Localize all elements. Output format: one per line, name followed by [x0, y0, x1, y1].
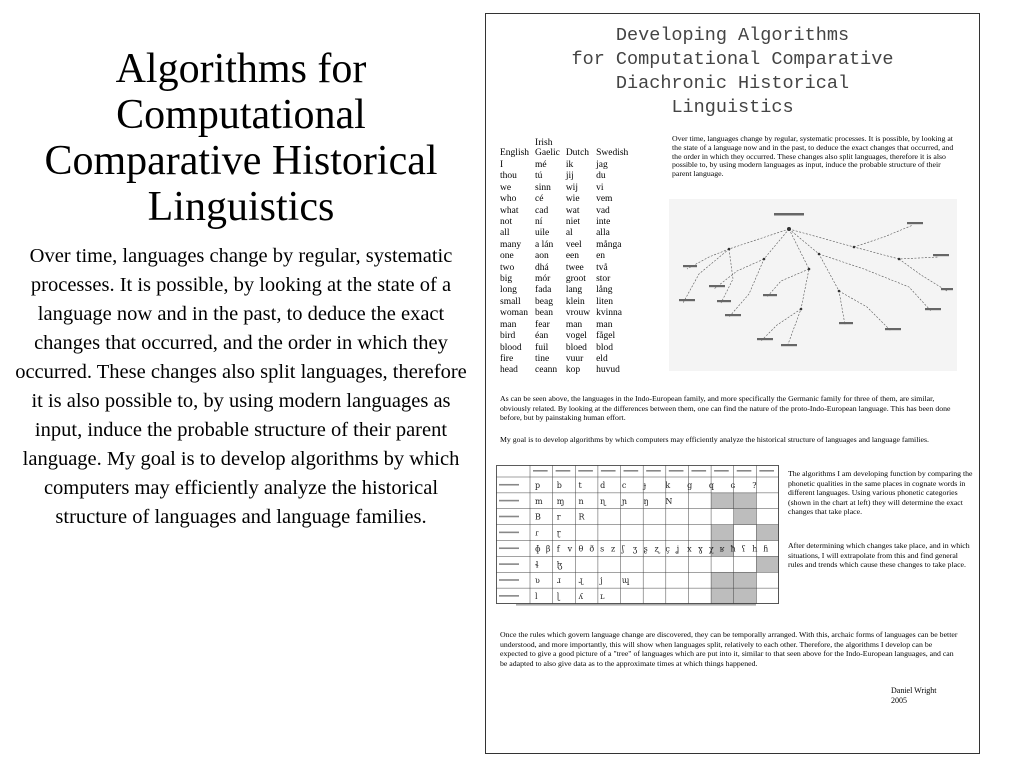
word-table-cell: stor: [596, 274, 611, 285]
phonetic-symbol: ɬ: [535, 560, 539, 570]
word-table-header: Swedish: [596, 148, 629, 158]
word-table-cell: mé: [535, 160, 547, 170]
word-table-row: [500, 206, 634, 217]
word-table-row: [500, 354, 634, 365]
phonetic-symbol: q: [708, 480, 714, 490]
word-table-cell: sinn: [535, 182, 551, 193]
word-table-row: [500, 171, 634, 182]
phonetic-symbol: g: [687, 480, 693, 490]
word-table-cell: twee: [565, 262, 584, 273]
word-table-cell: een: [565, 251, 579, 262]
phonetic-symbol: p: [535, 480, 541, 490]
phonetic-symbol: B: [535, 512, 541, 522]
word-table-cell: vem: [596, 194, 613, 205]
phonetic-symbol: N: [665, 496, 673, 506]
word-table-cell: blood: [500, 342, 522, 353]
word-table-cell: wat: [565, 205, 580, 216]
phonetic-symbol: ɸ: [535, 544, 541, 554]
word-table-header: English: [500, 148, 530, 158]
phonetic-chart: [496, 465, 779, 604]
word-table-header-row: [500, 138, 634, 160]
word-table-cell: vad: [596, 205, 610, 216]
word-table-cell: vuur: [565, 353, 584, 364]
word-table-cell: wij: [565, 182, 578, 193]
word-table-cell: head: [500, 365, 518, 376]
phonetic-symbol: ʂ: [643, 544, 648, 554]
phonetic-symbol: ɢ: [730, 480, 736, 490]
word-table-cell: en: [596, 251, 606, 262]
phonetic-symbol: ʒ: [632, 544, 638, 554]
word-table-cell: veel: [565, 239, 582, 250]
slide-title: Algorithms for Computational Comparative Historical Linguistics: [44, 46, 438, 230]
word-table-cell: we: [500, 182, 512, 193]
phonetic-symbol: t: [578, 480, 582, 490]
phonetic-symbol: ɳ: [600, 496, 606, 506]
word-table-row: [500, 274, 634, 285]
word-table-cell: blod: [596, 342, 613, 353]
word-table-cell: long: [500, 285, 517, 296]
word-table-row: [500, 331, 634, 342]
word-table-row: [500, 308, 634, 319]
phonetic-symbol: ʁ: [719, 544, 725, 554]
phonetic-symbol: ɟ: [643, 480, 647, 490]
word-table-cell: inte: [596, 217, 611, 228]
word-table-cell: man: [596, 319, 613, 330]
phonetic-symbol: ɽ: [556, 528, 561, 538]
word-table-cell: jag: [596, 160, 608, 170]
phonetic-symbol: ŋ: [643, 496, 649, 506]
word-table-cell: alla: [596, 228, 610, 239]
word-table-cell: two: [500, 262, 515, 273]
word-table-cell: beag: [535, 296, 553, 307]
word-table-row: [500, 251, 634, 262]
phonetic-symbol: ɹ: [556, 576, 561, 586]
algorithm-paragraph: The algorithms I am developing function by comparing the phonetic qualities in the same places in cognate words in different languages. Using various phonetic categories (shown in the chart at left) they will determine the exact changes that take place.: [788, 469, 973, 517]
phonetic-symbol: ʋ: [535, 576, 540, 586]
word-table-cell: bird: [500, 331, 516, 342]
word-table-cell: vrouw: [565, 308, 591, 319]
word-table-row: [500, 183, 634, 194]
word-table-cell: liten: [596, 296, 613, 307]
word-table-cell: ik: [565, 160, 574, 170]
word-table-cell: éan: [535, 331, 549, 342]
word-table-row: [500, 217, 634, 228]
word-table-cell: one: [500, 251, 514, 262]
word-table-row: [500, 320, 634, 331]
word-table-cell: cad: [535, 205, 549, 216]
word-table-row: [500, 228, 634, 239]
phonetic-symbol: s: [600, 544, 605, 554]
word-table-cell: dhá: [535, 262, 549, 273]
word-table-cell: fågel: [596, 331, 616, 342]
word-table-cell: all: [500, 228, 510, 239]
rules-paragraph: Once the rules which govern language change are discovered, they can be temporally arranged. With this, archaic forms of languages can be better understood, and more importantly, this will show when languages split, relatively to each other. Therefore, the algorithms I develop can be expected to give a good picture of a "tree" of languages which are put into it, similar to that seen above for the Indo-European languages, and can be adapted to also give data as to the approximate times at which things happened.: [500, 630, 958, 668]
word-table-cell: who: [500, 194, 517, 205]
phonetic-symbol: ?: [752, 480, 757, 490]
word-table-cell: cé: [535, 194, 544, 205]
extrapolation-paragraph: After determining which changes take place, and in which situations, I will extrapolate from this and find general rules and trends which cause these changes to take place.: [788, 541, 970, 570]
phonetic-symbol: b: [556, 480, 562, 490]
phonetic-symbol: ʐ: [654, 544, 660, 554]
phonetic-symbol: m: [535, 496, 543, 506]
phonetic-symbol: ʎ: [578, 592, 583, 602]
phonetic-symbol: ɣ: [697, 544, 703, 554]
word-table-cell: groot: [565, 274, 586, 285]
word-table-cell: mór: [535, 274, 551, 285]
poster-title: Developing Algorithms for Computational Comparative Diachronic Historical Linguistics: [571, 25, 894, 118]
author-name: Daniel Wright: [891, 686, 937, 695]
word-table-cell: lång: [596, 285, 613, 296]
word-table-cell: fire: [500, 353, 514, 364]
phonetic-symbol: d: [600, 480, 606, 490]
phonetic-symbol: χ: [708, 544, 714, 554]
word-table-cell: what: [500, 205, 519, 216]
phonetic-symbol: β: [545, 544, 551, 554]
phonetic-symbol: ʝ: [676, 544, 680, 554]
phonetic-symbol: ç: [665, 544, 670, 554]
phonetic-symbol: x: [687, 544, 692, 554]
word-table-cell: al: [565, 228, 573, 239]
word-table-cell: niet: [565, 217, 581, 228]
word-table-cell: bloed: [565, 342, 587, 353]
word-table-header: Dutch: [565, 148, 590, 158]
word-table-cell: många: [596, 239, 622, 250]
phonetic-symbol: ʃ: [621, 544, 625, 554]
word-table-row: [500, 297, 634, 308]
word-table-header: Irish Gaelic: [535, 138, 560, 158]
phonetic-symbol: z: [611, 544, 616, 554]
phonetic-symbol: k: [665, 480, 671, 490]
word-table-cell: many: [500, 239, 522, 250]
word-table-cell: aon: [535, 251, 549, 262]
word-table-cell: vi: [596, 182, 604, 193]
phonetic-symbol: j: [600, 576, 603, 586]
word-table-row: [500, 240, 634, 251]
phonetic-symbol: R: [578, 512, 585, 522]
poster-image: [485, 13, 980, 754]
author-block: [891, 686, 937, 706]
phonetic-symbol: ɮ: [556, 560, 563, 570]
word-table-cell: I: [500, 160, 504, 170]
word-table-cell: a lán: [535, 239, 554, 250]
word-table-cell: tú: [535, 171, 543, 182]
phonetic-symbol: ʟ: [600, 592, 605, 602]
word-table-cell: thou: [500, 171, 517, 182]
word-table-cell: uile: [535, 228, 550, 239]
word-table-row: [500, 160, 634, 171]
word-table-cell: woman: [500, 308, 528, 319]
cognate-word-table: [500, 138, 634, 377]
family-paragraph: As can be seen above, the languages in the Indo-European family, and more specifically the Germanic family for three of them, are similar, obviously related. By looking at the differences between them, one can find the nature of the proto-Indo-European language. This has been done before, but by painstaking human effort.: [500, 394, 951, 422]
poster-intro-text: Over time, languages change by regular, systematic processes. It is possible, by looking at the state of a language now and in the past, to deduce the exact changes that occurred, and the order in which they occurred. These changes also split languages, therefore it is also possible to, by using modern languages as input, induce the probable structure of their parent language.: [672, 134, 954, 179]
word-table-cell: big: [500, 274, 513, 285]
word-table-cell: ceann: [535, 365, 558, 376]
word-table-row: [500, 343, 634, 354]
word-table-body: [500, 160, 634, 377]
word-table-cell: man: [500, 319, 517, 330]
word-table-cell: lang: [565, 285, 583, 296]
language-family-tree-diagram: [669, 199, 957, 371]
phonetic-symbol: h: [752, 544, 758, 554]
word-table-cell: ní: [535, 217, 543, 228]
word-table-cell: jij: [565, 171, 574, 182]
slide-body-text: Over time, languages change by regular, systematic processes. It is possible, by looking at the state of a language now and in the past, to deduce the exact changes that occurred, and the order in which they occurred. These changes also split languages, therefore it is also possible to, by using modern languages as input, induce the probable structure of their parent language. My goal is to develop algorithms by which computers may efficiently analyze the historical structure of languages and language families.: [15, 245, 467, 528]
phonetic-symbol: ɰ: [621, 576, 630, 586]
phonetic-symbol: ɦ: [763, 544, 769, 554]
slide-text-column: [8, 40, 474, 532]
phonetic-symbol: ɲ: [621, 496, 628, 506]
word-table-row: [500, 365, 634, 376]
phonetic-symbol: f: [556, 544, 560, 554]
word-table-cell: fear: [535, 319, 550, 330]
phonetic-symbol: ɾ: [535, 528, 539, 538]
word-table-cell: eld: [596, 353, 608, 364]
phonetic-symbol: ɱ: [556, 496, 565, 506]
word-table-cell: huvud: [596, 365, 620, 376]
phonetic-symbol: θ: [578, 544, 584, 554]
phonetic-symbol: c: [621, 480, 627, 490]
phonetic-chart-caption: [496, 602, 779, 608]
word-table-cell: fada: [535, 285, 552, 296]
word-table-row: [500, 263, 634, 274]
phonetic-symbol: r: [556, 512, 561, 522]
phonetic-symbol: ɭ: [556, 592, 560, 602]
word-table-cell: kvinna: [596, 308, 622, 319]
word-table-cell: bean: [535, 308, 553, 319]
word-table-cell: vogel: [565, 331, 587, 342]
word-table-cell: wie: [565, 194, 580, 205]
word-table-row: [500, 194, 634, 205]
goal-paragraph: My goal is to develop algorithms by which computers may efficiently analyze the historical structure of languages and language families.: [500, 435, 929, 444]
word-table-cell: kop: [565, 365, 581, 376]
phonetic-symbol: n: [578, 496, 584, 506]
word-table-cell: du: [596, 171, 606, 182]
phonetic-symbol: ʕ: [741, 544, 746, 554]
word-table-cell: small: [500, 296, 521, 307]
word-table-cell: två: [596, 262, 608, 273]
phonetic-symbol: l: [535, 592, 538, 602]
phonetic-symbol: ħ: [730, 544, 736, 554]
poster-year: 2005: [891, 696, 907, 705]
word-table-row: [500, 285, 634, 296]
word-table-cell: man: [565, 319, 583, 330]
word-table-cell: not: [500, 217, 513, 228]
word-table-cell: klein: [565, 296, 585, 307]
phonetic-symbol: ɻ: [578, 576, 583, 586]
word-table-cell: fuil: [535, 342, 549, 353]
word-table-cell: tine: [535, 353, 550, 364]
phonetic-symbol: ð: [589, 544, 595, 554]
phonetic-symbol: v: [567, 544, 573, 554]
